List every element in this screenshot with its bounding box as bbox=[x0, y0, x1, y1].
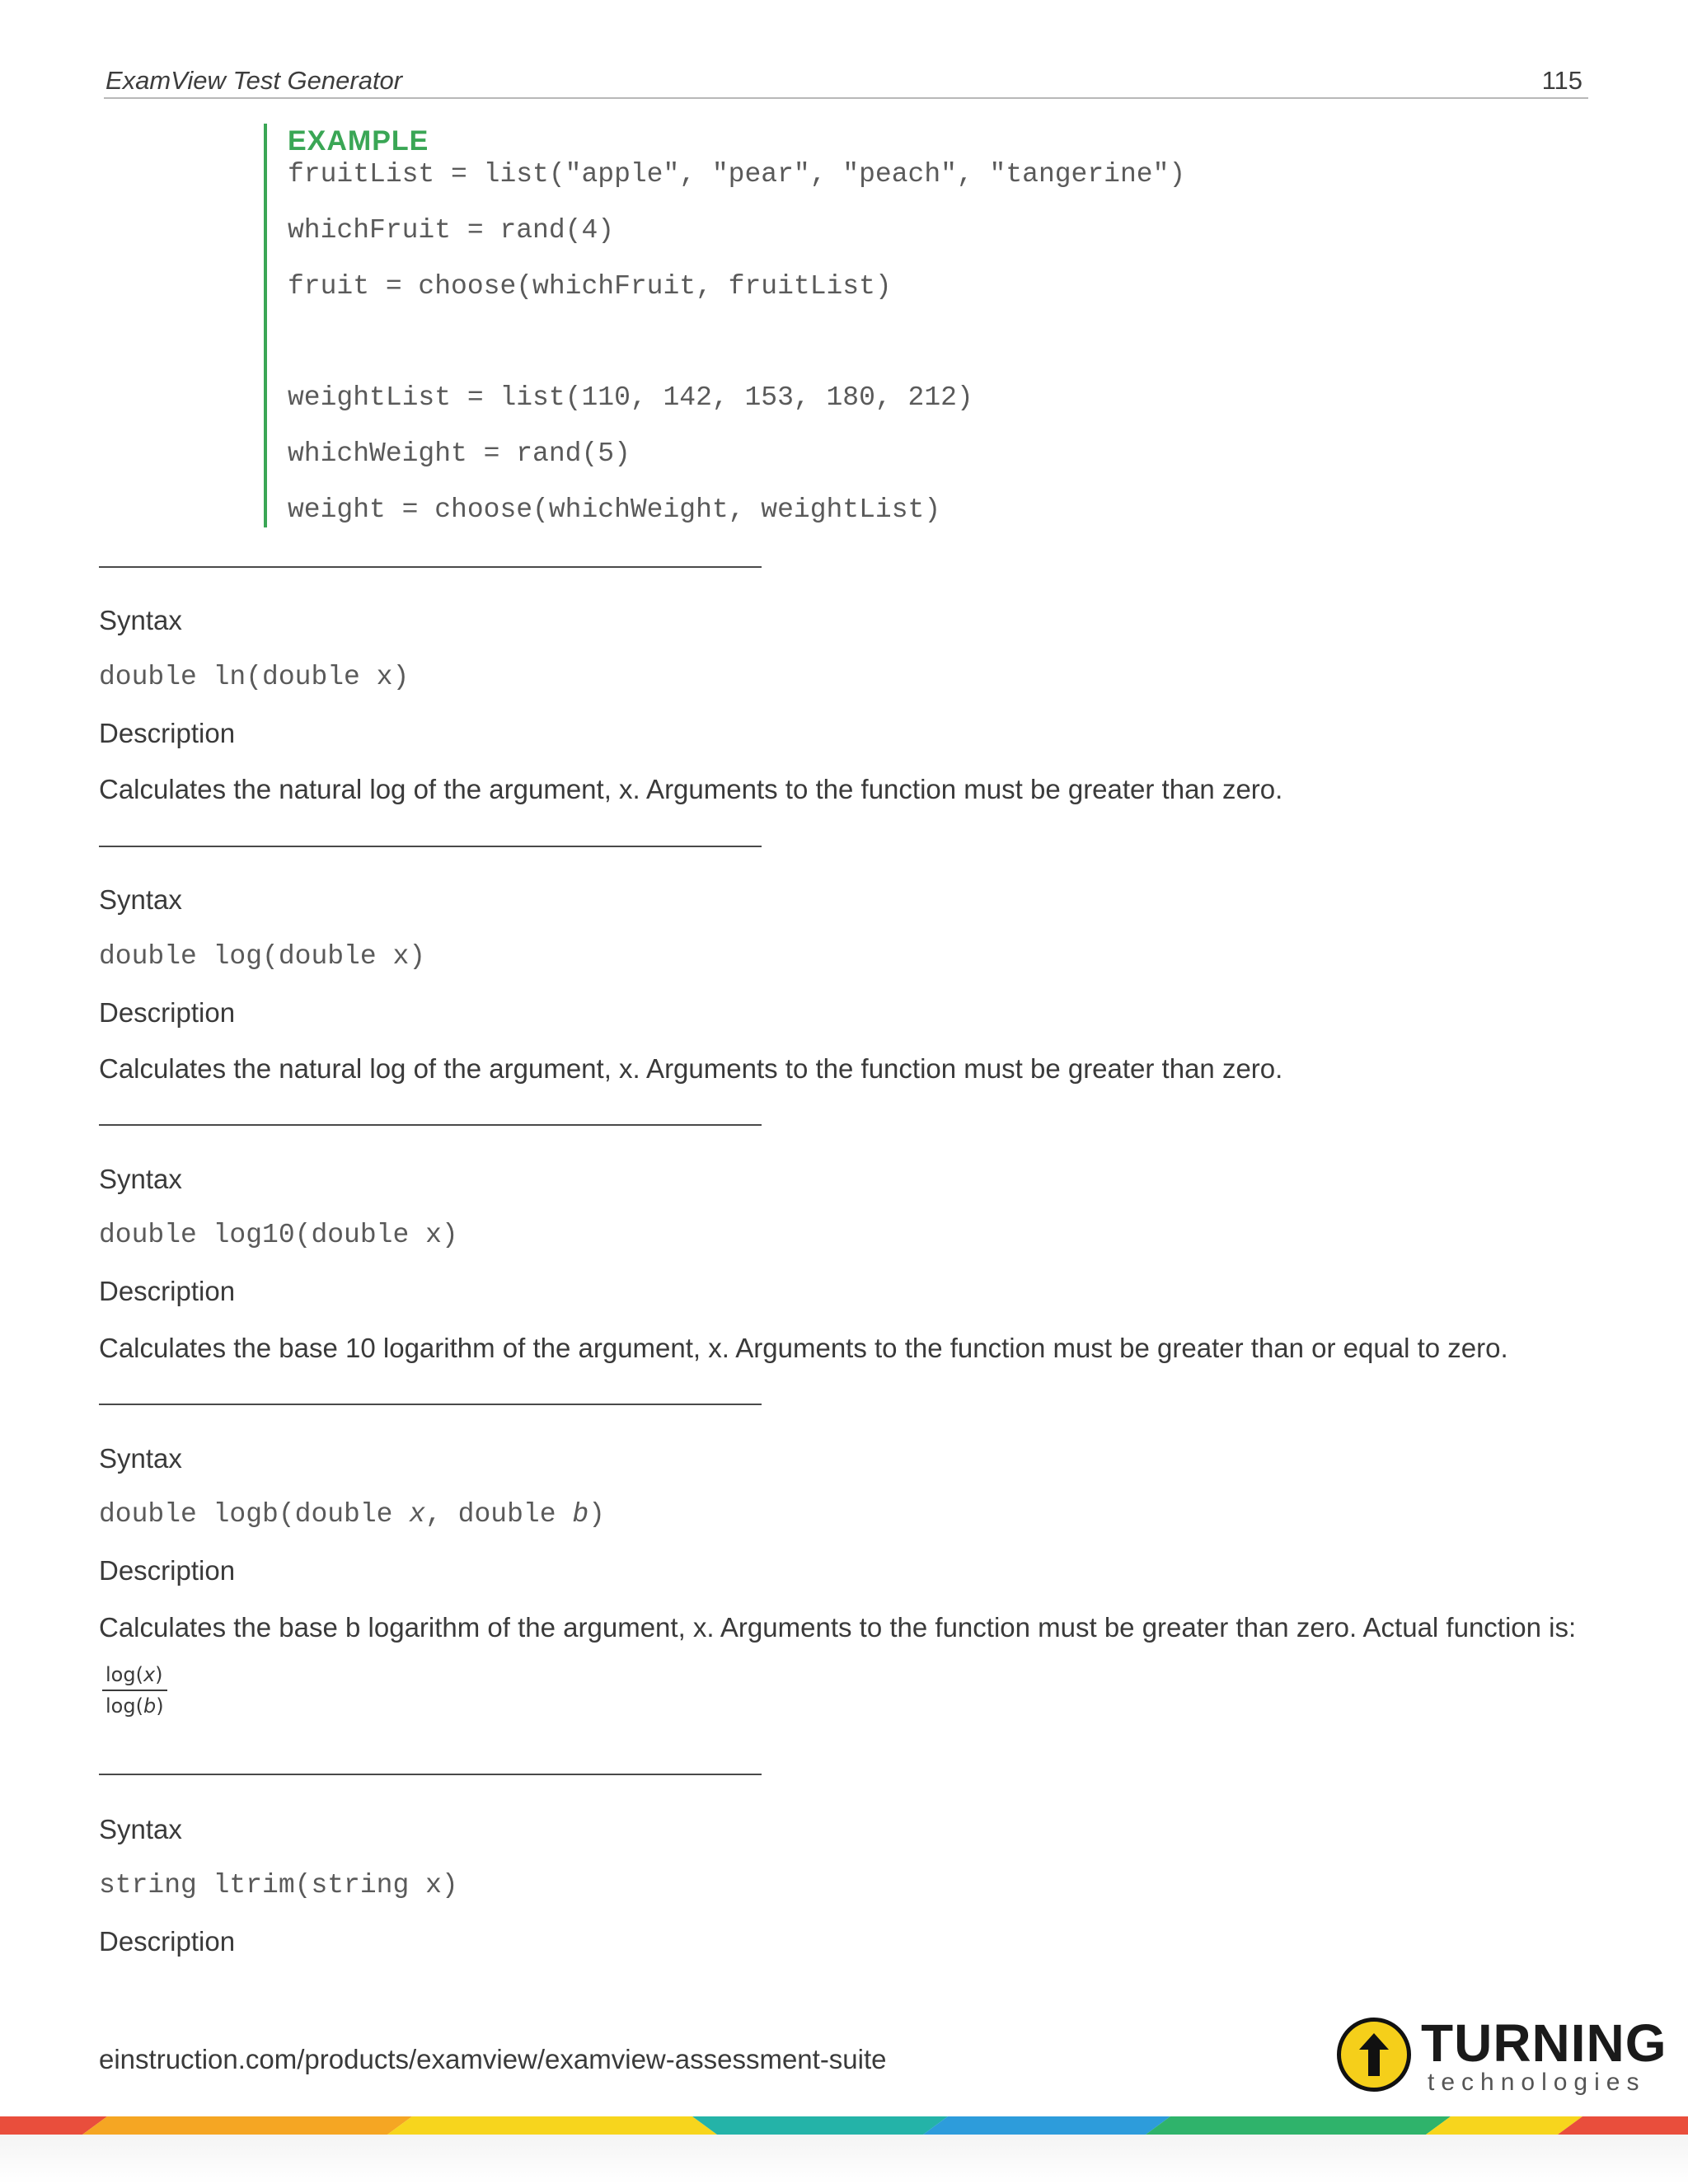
formula-fn: log( bbox=[106, 1663, 143, 1686]
section-separator bbox=[99, 1774, 762, 1775]
syntax-heading: Syntax bbox=[99, 1164, 182, 1194]
example-accent-bar bbox=[264, 124, 267, 527]
header-divider bbox=[104, 97, 1588, 99]
formula-var: b bbox=[143, 1694, 157, 1718]
formula-denominator bbox=[102, 1694, 167, 1718]
syntax-code: double ln(double x) bbox=[99, 662, 410, 692]
logo-subtitle: technologies bbox=[1428, 2069, 1646, 2096]
page-bottom-shade bbox=[0, 2135, 1688, 2184]
logo-wordmark: TURNING bbox=[1421, 2013, 1667, 2073]
example-code-line: weight = choose(whichWeight, weightList) bbox=[288, 494, 941, 525]
description-text: Calculates the base b logarithm of the argument, x. Arguments to the function must be greater than zero. Actual function is: bbox=[99, 1612, 1577, 1643]
section-separator bbox=[99, 566, 762, 568]
description-text: Calculates the base 10 logarithm of the argument, x. Arguments to the function must be greater than or equal to zero. bbox=[99, 1333, 1508, 1363]
example-code-line: whichWeight = rand(5) bbox=[288, 438, 631, 469]
description-heading: Description bbox=[99, 997, 236, 1028]
fraction-bar bbox=[102, 1690, 167, 1691]
syntax-code: string ltrim(string x) bbox=[99, 1870, 458, 1900]
syntax-code-part: double logb(double bbox=[99, 1499, 410, 1530]
syntax-heading: Syntax bbox=[99, 884, 182, 915]
syntax-code-param: x bbox=[409, 1499, 426, 1530]
turning-technologies-logo bbox=[1337, 2013, 1667, 2100]
example-code-line: fruit = choose(whichFruit, fruitList) bbox=[288, 271, 892, 302]
turning-arrow-icon bbox=[1337, 2018, 1411, 2092]
formula-numerator bbox=[102, 1663, 167, 1686]
example-label: EXAMPLE bbox=[288, 125, 429, 157]
formula-paren: ) bbox=[156, 1694, 164, 1718]
description-heading: Description bbox=[99, 1276, 236, 1306]
syntax-code: double log(double x) bbox=[99, 941, 426, 972]
formula-paren: ) bbox=[155, 1663, 163, 1686]
footer-color-stripe bbox=[0, 2116, 1688, 2135]
syntax-heading: Syntax bbox=[99, 1814, 182, 1844]
section-separator bbox=[99, 1404, 762, 1405]
section-separator bbox=[99, 846, 762, 847]
formula-var: x bbox=[143, 1663, 156, 1686]
formula-fn: log( bbox=[106, 1694, 143, 1718]
syntax-heading: Syntax bbox=[99, 1443, 182, 1474]
footer-url[interactable]: einstruction.com/products/examview/examview-assessment-suite bbox=[99, 2044, 887, 2074]
syntax-code-part: , double bbox=[425, 1499, 573, 1530]
syntax-heading: Syntax bbox=[99, 605, 182, 635]
description-text: Calculates the natural log of the argument, x. Arguments to the function must be greater than zero. bbox=[99, 1053, 1283, 1084]
description-text: Calculates the natural log of the argument, x. Arguments to the function must be greater than zero. bbox=[99, 774, 1283, 804]
example-code-line: whichFruit = rand(4) bbox=[288, 215, 615, 246]
example-code-line: fruitList = list("apple", "pear", "peach", "tangerine") bbox=[288, 159, 1186, 190]
description-heading: Description bbox=[99, 1926, 236, 1957]
running-header-title: ExamView Test Generator bbox=[106, 66, 403, 95]
page-number: 115 bbox=[1541, 66, 1582, 95]
section-separator bbox=[99, 1124, 762, 1126]
formula-fraction bbox=[102, 1663, 167, 1718]
syntax-code bbox=[99, 1499, 605, 1530]
syntax-code-param: b bbox=[572, 1499, 589, 1530]
example-code-line: weightList = list(110, 142, 153, 180, 212) bbox=[288, 382, 973, 413]
syntax-code-part: ) bbox=[588, 1499, 605, 1530]
description-heading: Description bbox=[99, 1555, 236, 1586]
description-heading: Description bbox=[99, 718, 236, 748]
syntax-code: double log10(double x) bbox=[99, 1220, 458, 1250]
